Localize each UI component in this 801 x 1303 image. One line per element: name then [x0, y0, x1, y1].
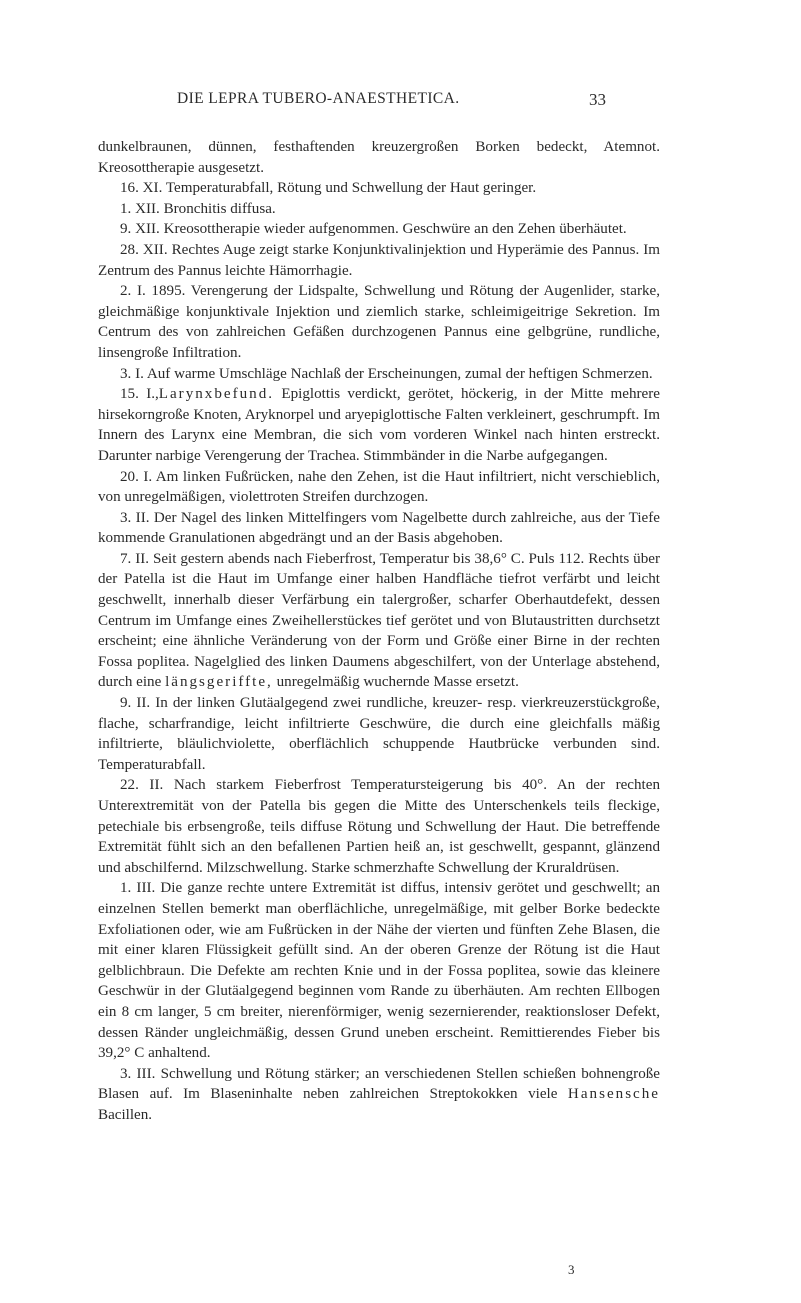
paragraph: dunkelbraunen, dünnen, festhaftenden kreuzergroßen Borken bedeckt, Atemnot. Kreosottherapie ausgesetzt. — [98, 139, 660, 176]
bacillen-word: Bacillen. — [98, 1106, 153, 1123]
paragraph-final — [98, 1064, 660, 1126]
body-text — [98, 137, 660, 1126]
paragraph: 1. III. Die ganze rechte untere Extremität ist diffus, intensiv gerötet und geschwellt; an einzelnen Stellen bemerkt man oberflächliche, unregelmäßige, mit gelber Borke bedeckte Exfoliationen oder, wie am Fußrücken in der Nähe der vierten und fünften Zehe Blasen, die mit einer klaren Flüssigkeit gefüllt sind. An der oberen Grenze der Rötung ist die Haut gelblichbraun. Die Defekte am rechten Knie und in der Fossa poplitea, sowie das kleinere Geschwür in der Glutäalgegend beginnen vom Rande zu überhäuten. Am rechten Ellbogen ein 8 cm langer, 5 cm breiter, nierenförmiger, wenig sezernierender, reaktionsloser Defekt, dessen Ränder ungleichmäßig, dessen Grund uneben erscheint. Remittierendes Fieber bis 39,2° C anhaltend. — [98, 880, 660, 1062]
larynx-label: Larynxbefund. — [158, 386, 275, 403]
larynx-date: 15. I., — [120, 386, 159, 403]
paragraph: 9. II. In der linken Glutäalgegend zwei rundliche, kreuzer- resp. vierkreuzerstückgroße, flache, scharfrandige, leicht infiltrierte Geschwüre, die durch eine gleichfalls mäßig infiltrierte, bläulichviolette, oberflächlich schuppende Hautbrücke verbunden sind. Temperaturabfall. — [98, 695, 660, 773]
spaced-word: längsgeriffte, — [165, 674, 273, 691]
paragraph: 9. XII. Kreosottherapie wieder aufgenommen. Geschwüre an den Zehen überhäutet. — [120, 221, 627, 238]
hansensche-word: Hansensche — [567, 1086, 661, 1103]
paragraph: 1. XII. Bronchitis diffusa. — [120, 200, 276, 217]
paragraph: 3. II. Der Nagel des linken Mittelfingers vom Nagelbette durch zahlreiche, aus der Tiefe kommende Granulationen abgedrängt und an der Basis abgehoben. — [98, 509, 660, 547]
paragraph-text-end: wuchernde Masse ersetzt. — [363, 674, 519, 691]
paragraph-larynx — [98, 384, 660, 466]
running-head — [0, 90, 801, 112]
paragraph: 16. XI. Temperaturabfall, Rötung und Schwellung der Haut geringer. — [120, 180, 537, 197]
page-number: 33 — [589, 90, 606, 109]
signature-mark: 3 — [568, 1262, 575, 1277]
spaced-word-2: unregelmäßig — [276, 674, 360, 691]
paragraph: 20. I. Am linken Fußrücken, nahe den Zehen, ist die Haut infiltriert, nicht verschieblich, von unregelmäßigen, violettroten Streifen durchzogen. — [98, 468, 660, 506]
paragraph-text: 3. III. Schwellung und Rötung stärker; an verschiedenen Stellen schießen bohnengroße Blasen auf. Im Blaseninhalte neben zahlreichen Streptokokken viele — [98, 1065, 660, 1103]
paragraph: 28. XII. Rechtes Auge zeigt starke Konjunktivalinjektion und Hyperämie des Pannus. Im Zentrum des Pannus leichte Hämorrhagie. — [98, 241, 660, 279]
paragraph: 2. I. 1895. Verengerung der Lidspalte, Schwellung und Rötung der Augenlider, starke, gleichmäßige konjunktivale Injektion und ziemlich starke, schleimigeitrige Sekretion. Im Centrum des von zahlreichen Gefäßen durchzogenen Pannus eine gelbgrüne, rundliche, linsengroße Infiltration. — [98, 283, 660, 361]
larynx-text: Epiglottis verdickt, gerötet, höckerig, in der Mitte mehrere hirsekorngroße Knoten, Aryknorpel und aryepiglottische Falten verkleinert, geschrumpft. Im Innern des Larynx eine Membran, die sich vom vorderen Winkel nach hinten erstreckt. Darunter narbige Verengerung der Trachea. Stimmbänder in die Narbe aufgegangen. — [98, 386, 660, 464]
paragraph: 3. I. Auf warme Umschläge Nachlaß der Erscheinungen, zumal der heftigen Schmerzen. — [120, 365, 653, 382]
paragraph: 22. II. Nach starkem Fieberfrost Temperatursteigerung bis 40°. An der rechten Unterextremität von der Patella bis gegen die Mitte des Unterschenkels teils fleckige, petechiale bis erbsengroße, teils diffuse Rötung und Schwellung der Haut. Die betreffende Extremität fühlt sich an den befallenen Partien heiß an, ist geschwellt, gespannt, glänzend und abschilfernd. Milzschwellung. Starke schmerzhafte Schwellung der Kruraldrüsen. — [98, 777, 660, 876]
paragraph-text: 7. II. Seit gestern abends nach Fieberfrost, Temperatur bis 38,6° C. Puls 112. Rechts über der Patella ist die Haut im Umfange einer halben Handfläche tiefrot verfärbt und leicht geschwellt, innerhalb dieser Verfärbung ein talergroßer, scharfer Oberhautdefekt, dessen Centrum im Umfange eines Zweihellerstückes tief gerötet und von Blutaustritten durchsetzt erscheint; eine ähnliche Veränderung von der Form und Größe einer Birne in der rechten Fossa poplitea. Nagelglied des linken Daumens abgeschilfert, von der Unterlage abstehend, durch eine — [98, 550, 660, 691]
running-title: DIE LEPRA TUBERO-ANAESTHETICA. — [177, 90, 460, 107]
paragraph-spaced — [98, 549, 660, 693]
